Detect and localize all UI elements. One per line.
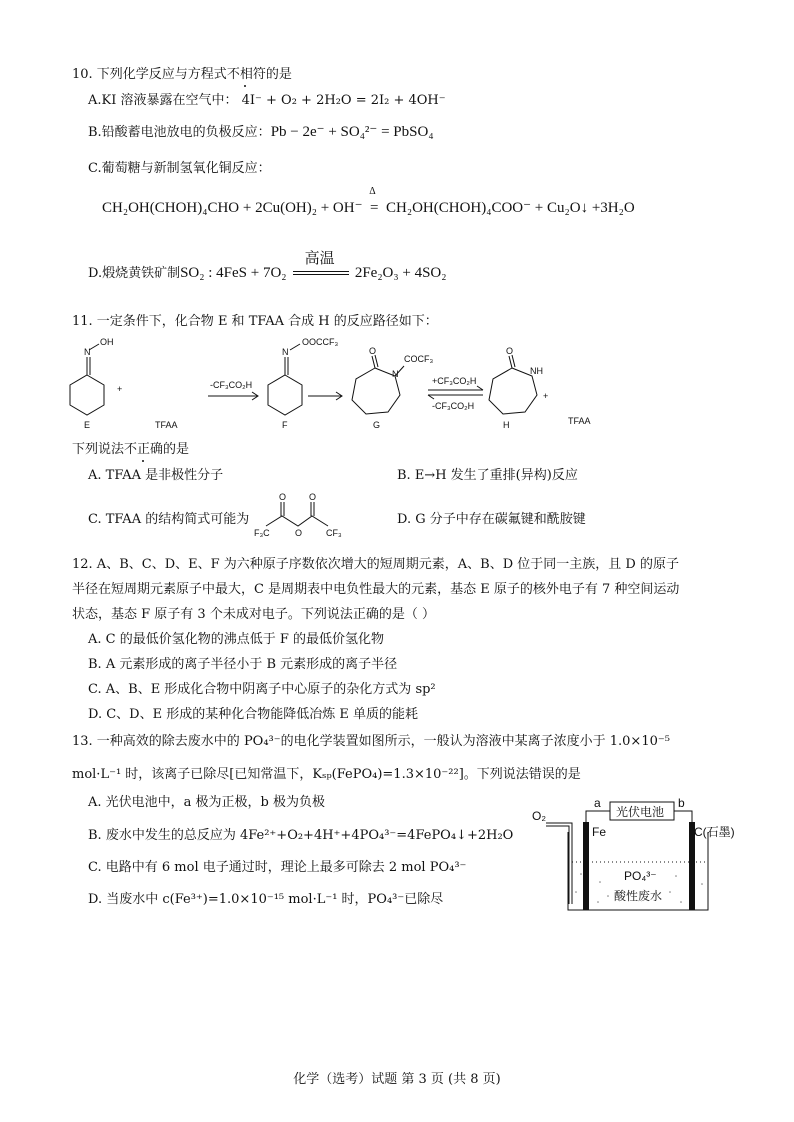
arrow-1-label: -CF₃CO₂H — [210, 380, 253, 390]
label-f: F — [282, 420, 288, 430]
q10-option-c-equation: CH₂OH(CHOH)₄CHO + 2Cu(OH)₂ + OH⁻ Δ = CH₂OH(CHOH)₄COO⁻ + Cu₂O↓ +3H₂O — [102, 186, 635, 216]
label-h: H — [503, 420, 510, 430]
pole-a-label: a — [594, 796, 601, 810]
f-ooccf3-label: OOCCF₃ — [302, 337, 339, 347]
ring-e — [70, 375, 104, 415]
g-cocf3-label: COCF₃ — [404, 354, 434, 364]
tfaa-cf3: CF₃ — [326, 528, 342, 538]
plus-2: + — [543, 391, 549, 401]
fe-electrode — [583, 822, 589, 910]
label-tfaa-1: TFAA — [155, 420, 178, 430]
plus-1: + — [117, 384, 123, 394]
q12-option-b: B. A 元素形成的离子半径小于 B 元素形成的离子半径 — [88, 657, 398, 672]
q12-option-c: C. A、B、E 形成化合物中阴离子中心原子的杂化方式为 sp² — [88, 682, 436, 697]
q10-option-b: B.铅酸蓄电池放电的负极反应：Pb − 2e⁻ + SO₄²⁻ = PbSO₄ — [88, 124, 434, 140]
f-n-label: N — [282, 347, 289, 357]
h-nh-label: NH — [530, 366, 543, 376]
equilibrium-top-label: +CF₃CO₂H — [432, 376, 477, 386]
ring-f — [268, 375, 302, 415]
q10-option-c: C.葡萄糖与新制氢氧化铜反应： — [88, 161, 271, 176]
electrochemical-device — [526, 792, 756, 917]
c-electrode-label: C(石墨) — [694, 825, 735, 839]
q13-option-d: D. 当废水中 c(Fe³⁺)=1.0×10⁻¹⁵ mol·L⁻¹ 时，PO₄³⁻已除尽 — [88, 892, 444, 907]
q10-emphasis: 不相符 — [226, 67, 266, 82]
q13-stem-line-2: mol·L⁻¹ 时，该离子已除尽[已知常温下，Kₛₚ(FePO₄)=1.3×10⁻²²]。下列说法错误的是 — [72, 767, 581, 782]
q11-option-c: C. TFAA 的结构简式可能为 — [88, 512, 250, 527]
label-e: E — [84, 420, 91, 430]
q12-option-a: A. C 的最低价氢化物的沸点低于 F 的最低价氢化物 — [88, 632, 385, 647]
bond-e-n-o — [89, 344, 99, 350]
q13-option-a: A. 光伏电池中，a 极为正极，b 极为负极 — [88, 795, 325, 810]
q12-stem-line-3: 状态，基态 F 原子有 3 个未成对电子。下列说法正确的是（ ） — [72, 607, 435, 622]
q11-prompt: 下列说法不正确的是 — [72, 442, 190, 457]
page-footer: 化学（选考）试题 第 3 页 (共 8 页) — [293, 1072, 501, 1087]
e-n-label: N — [84, 347, 91, 357]
q10-option-d: D.煅烧黄铁矿制SO₂ : 4FeS + 7O₂ 高温 2Fe₂O₃ + 4SO₂ — [88, 250, 447, 281]
equilibrium-bottom-label: -CF₃CO₂H — [432, 401, 475, 411]
q11-reaction-scheme — [60, 330, 620, 435]
tfaa-o-mid: O — [295, 528, 303, 538]
q11-option-d: D. G 分子中存在碳氟键和酰胺键 — [397, 512, 586, 527]
q10-option-a: A.KI 溶液暴露在空气中： 4I⁻ + O₂ + 2H₂O = 2I₂ + 4OH⁻ — [88, 93, 446, 108]
h-o-label: O — [506, 346, 514, 356]
label-tfaa-2: TFAA — [568, 416, 591, 426]
q11-option-a: A. TFAA 是非极性分子 — [88, 468, 224, 483]
q12-stem-line-2: 半径在短周期元素原子中最大，C 是周期表中电负性最大的元素，基态 E 原子的核外电子有 7 种空间运动 — [72, 582, 680, 597]
q11-option-b: B. E→H 发生了重排(异构)反应 — [397, 468, 578, 483]
tfaa-structure — [252, 492, 352, 540]
q13-option-c: C. 电路中有 6 mol 电子通过时，理论上最多可除去 2 mol PO₄³⁻ — [88, 860, 467, 875]
e-oh-label: OH — [100, 337, 114, 347]
g-o-label: O — [369, 346, 377, 356]
tfaa-o-1: O — [279, 492, 287, 502]
ion-label: PO₄³⁻ — [624, 869, 657, 883]
pole-b-label: b — [678, 796, 685, 810]
q13-option-b: B. 废水中发生的总反应为 4Fe²⁺+O₂+4H⁺+4PO₄³⁻=4FePO₄↓+2H₂O — [88, 828, 514, 843]
q12-option-d: D. C、D、E 形成的某种化合物能降低冶炼 E 单质的能耗 — [88, 707, 418, 722]
q12-stem-line-1: 12. A、B、C、D、E、F 为六种原子序数依次增大的短周期元素，A、B、D 位于同一主族，且 D 的原子 — [72, 557, 679, 572]
q11-stem: 11. 一定条件下，化合物 E 和 TFAA 合成 H 的反应路径如下： — [72, 314, 438, 329]
label-g: G — [373, 420, 381, 430]
pv-cell-label: 光伏电池 — [616, 805, 665, 819]
o2-label: O₂ — [532, 809, 546, 823]
tfaa-f3c: F₃C — [254, 528, 270, 538]
q10-stem: 10. 下列化学反应与方程式不相符的是 — [72, 67, 292, 82]
solution-label: 酸性废水 — [614, 889, 663, 903]
q13-stem-line-1: 13. 一种高效的除去废水中的 PO₄³⁻的电化学装置如图所示，一般认为溶液中某离子浓度小于 1.0×10⁻⁵ — [72, 734, 670, 749]
fe-label: Fe — [592, 825, 607, 839]
g-n-label: N — [392, 369, 399, 379]
tfaa-o-2: O — [309, 492, 317, 502]
